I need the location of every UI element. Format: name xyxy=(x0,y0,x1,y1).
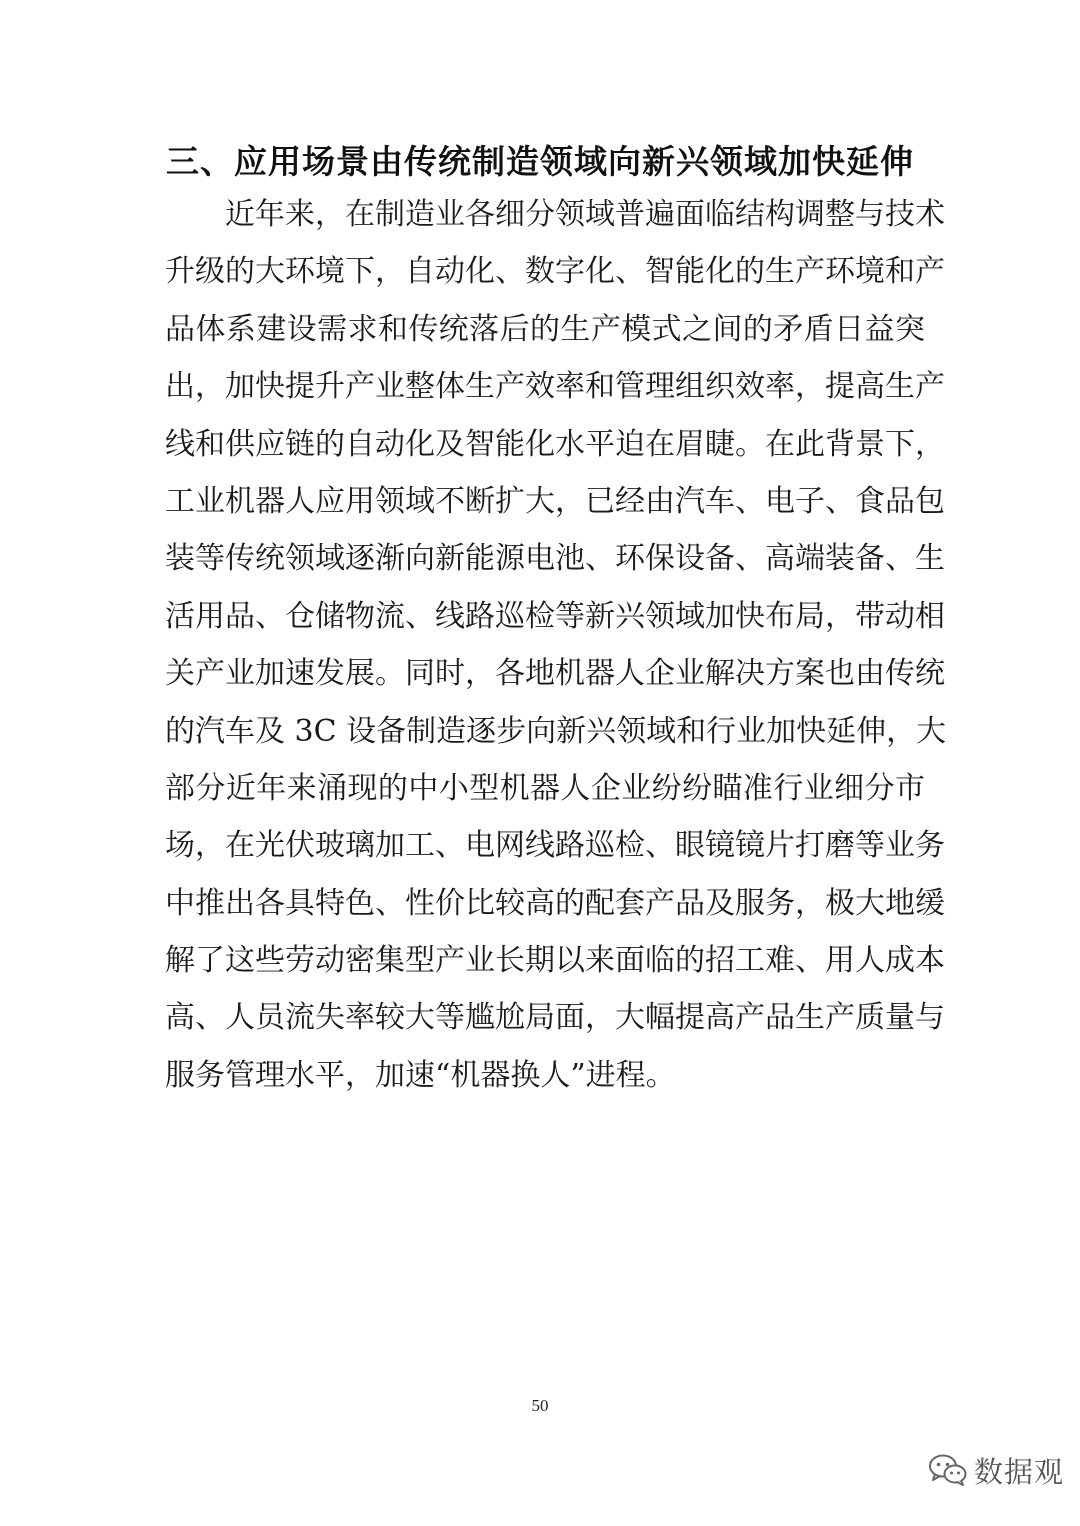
watermark-text: 数据观 xyxy=(974,1454,1065,1489)
paragraph-line: 服务管理水平，加速“机器换人”进程。 xyxy=(165,1057,676,1093)
paragraph-line: 装等传统领域逐渐向新能源电池、环保设备、高端装备、生 xyxy=(165,541,945,577)
paragraph-line: 线和供应链的自动化及智能化水平迫在眉睫。在此背景下， xyxy=(165,426,945,462)
wechat-icon xyxy=(928,1453,968,1487)
paragraph-line: 活用品、仓储物流、线路巡检等新兴领域加快布局，带动相 xyxy=(165,598,945,634)
watermark xyxy=(928,1446,1064,1494)
page-number: 50 xyxy=(531,1396,549,1415)
body-paragraph xyxy=(165,186,947,1104)
paragraph-line: 场，在光伏玻璃加工、电网线路巡检、眼镜镜片打磨等业务 xyxy=(165,828,945,864)
paragraph-line: 工业机器人应用领域不断扩大，已经由汽车、电子、食品包 xyxy=(165,483,945,519)
section-heading: 三、应用场景由传统制造领域向新兴领域加快延伸 xyxy=(166,142,914,181)
paragraph-line: 近年来，在制造业各细分领域普遍面临结构调整与技术 xyxy=(225,197,945,232)
paragraph-line: 关产业加速发展。同时，各地机器人企业解决方案也由传统 xyxy=(165,656,945,692)
paragraph-line: 品体系建设需求和传统落后的生产模式之间的矛盾日益突 xyxy=(165,311,925,347)
paragraph-line: 部分近年来涌现的中小型机器人企业纷纷瞄准行业细分市 xyxy=(165,770,925,806)
paragraph-line: 中推出各具特色、性价比较高的配套产品及服务，极大地缓 xyxy=(165,885,945,921)
paragraph-line: 高、人员流失率较大等尴尬局面，大幅提高产品生产质量与 xyxy=(165,1000,945,1036)
paragraph-line: 的汽车及 3C 设备制造逐步向新兴领域和行业加快延伸，大 xyxy=(165,713,947,749)
paragraph-line: 升级的大环境下，自动化、数字化、智能化的生产环境和产 xyxy=(165,254,945,290)
paragraph-line: 解了这些劳动密集型产业长期以来面临的招工难、用人成本 xyxy=(165,943,945,979)
paragraph-line: 出，加快提升产业整体生产效率和管理组织效率，提高生产 xyxy=(165,369,945,405)
